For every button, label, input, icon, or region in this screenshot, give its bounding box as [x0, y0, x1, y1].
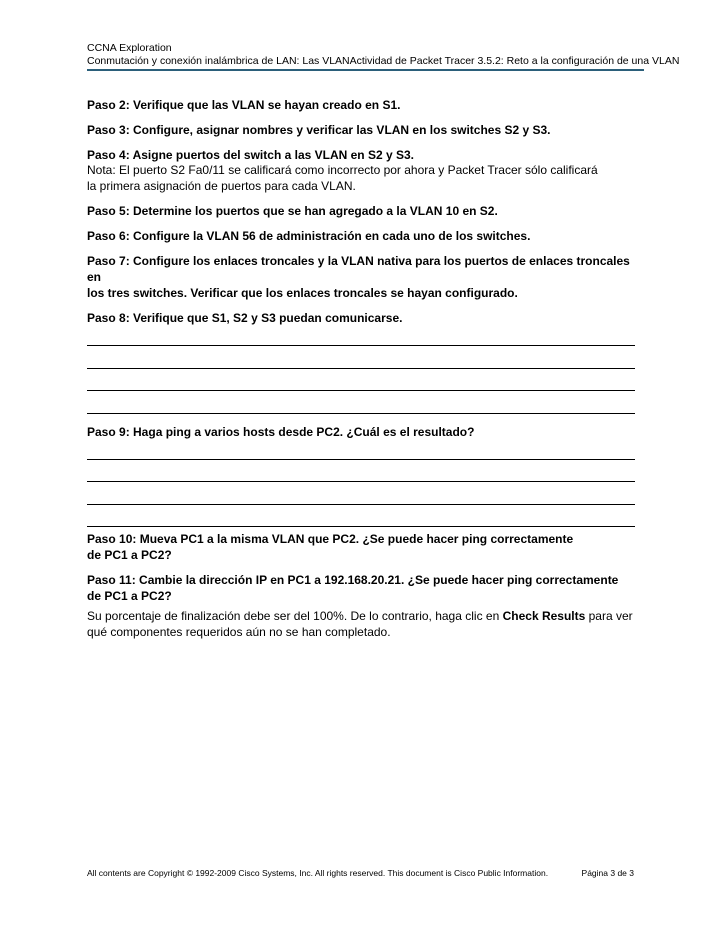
answer-line[interactable] — [87, 391, 635, 414]
header-rule — [87, 69, 644, 71]
answer-line[interactable] — [87, 482, 635, 505]
step-3: Paso 3: Configure, asignar nombres y verificar las VLAN en los switches S2 y S3. — [87, 123, 551, 137]
step-10 — [87, 531, 647, 563]
answer-line[interactable] — [87, 346, 635, 369]
activity-title: Actividad de Packet Tracer 3.5.2: Reto a la configuración de una VLAN — [349, 55, 680, 67]
answer-line[interactable] — [87, 505, 635, 528]
step-4-note-line-2: la primera asignación de puertos para cada VLAN. — [87, 178, 356, 193]
step-10-line-2: de PC1 a PC2? — [87, 548, 172, 562]
completion-note — [87, 608, 647, 640]
completion-note-text-2: para ver — [585, 609, 633, 623]
copyright-notice: All contents are Copyright © 1992-2009 Cisco Systems, Inc. All rights reserved. This document is Cisco Public Information. — [87, 868, 549, 878]
step-11-line-2: de PC1 a PC2? — [87, 589, 172, 603]
step-4: Paso 4: Asigne puertos del switch a las VLAN en S2 y S3. — [87, 148, 414, 162]
answer-lines-step-8 — [87, 326, 647, 414]
answer-lines-step-9 — [87, 440, 647, 528]
step-11-line-1: Paso 11: Cambie la dirección IP en PC1 a 192.168.20.21. ¿Se puede hacer ping correctamente — [87, 573, 619, 587]
page-number: Página 3 de 3 — [581, 868, 634, 878]
step-6: Paso 6: Configure la VLAN 56 de administración en cada uno de los switches. — [87, 229, 531, 243]
answer-line[interactable] — [87, 440, 635, 460]
step-2: Paso 2: Verifique que las VLAN se hayan creado en S1. — [87, 98, 401, 112]
check-results-label: Check Results — [502, 609, 586, 623]
module-title: Conmutación y conexión inalámbrica de LAN: Las VLAN — [87, 55, 350, 67]
step-4-note-line-1: Nota: El puerto S2 Fa0/11 se calificará como incorrecto por ahora y Packet Tracer sólo calificará — [87, 163, 598, 177]
step-9: Paso 9: Haga ping a varios hosts desde PC2. ¿Cuál es el resultado? — [87, 424, 475, 439]
step-8: Paso 8: Verifique que S1, S2 y S3 puedan comunicarse. — [87, 311, 403, 325]
step-7 — [87, 253, 647, 301]
answer-line[interactable] — [87, 326, 635, 346]
document-body — [87, 97, 647, 640]
step-4-note — [87, 163, 647, 194]
step-10-line-1: Paso 10: Mueva PC1 a la misma VLAN que PC2. ¿Se puede hacer ping correctamente — [87, 532, 574, 546]
answer-line[interactable] — [87, 369, 635, 392]
course-title: CCNA Exploration — [87, 42, 172, 54]
answer-line[interactable] — [87, 460, 635, 483]
completion-note-text-1: Su porcentaje de finalización debe ser del 100%. De lo contrario, haga clic en — [87, 609, 503, 623]
step-11 — [87, 572, 647, 604]
step-7-line-2: los tres switches. Verificar que los enlaces troncales se hayan configurado. — [87, 286, 518, 300]
page-footer — [87, 868, 634, 878]
step-5: Paso 5: Determine los puertos que se han agregado a la VLAN 10 en S2. — [87, 204, 498, 218]
page-header — [87, 42, 680, 68]
step-7-line-1: Paso 7: Configure los enlaces troncales y la VLAN nativa para los puertos de enlaces troncales en — [87, 254, 630, 284]
completion-note-text-3: qué componentes requeridos aún no se han completado. — [87, 625, 391, 639]
